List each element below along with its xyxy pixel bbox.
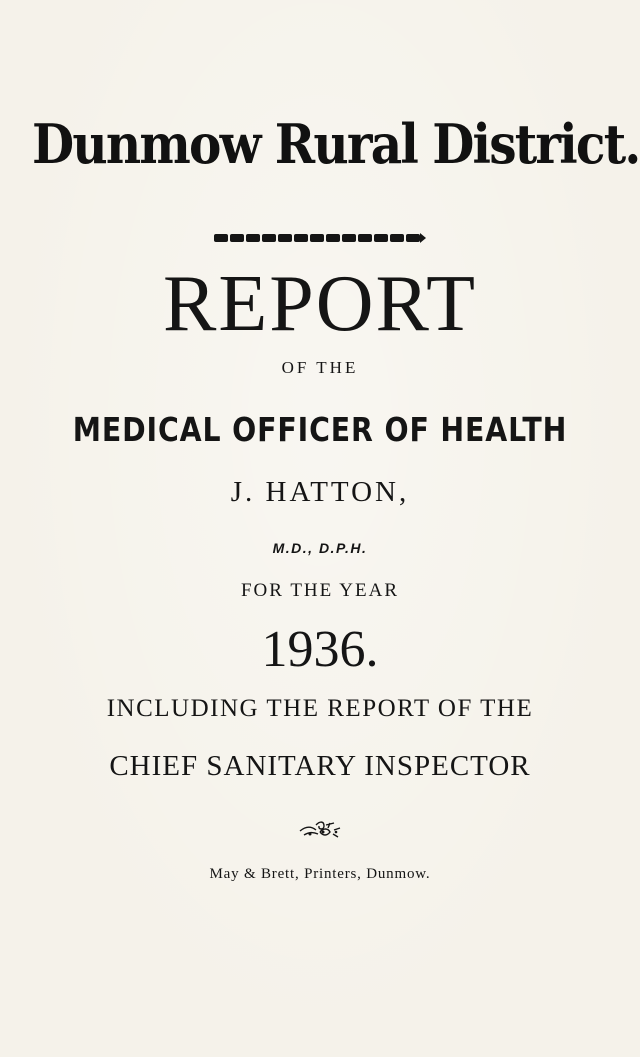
of-the-text: OF THE bbox=[281, 358, 359, 377]
including-line: INCLUDING THE REPORT OF THE bbox=[106, 695, 534, 722]
decorative-rule-icon bbox=[214, 232, 426, 244]
qualifications: M.D., D.P.H. bbox=[272, 540, 368, 556]
district-title: Dunmow Rural District. bbox=[32, 112, 640, 176]
fleuron-ornament-icon bbox=[298, 818, 342, 842]
for-the-year-text: FOR THE YEAR bbox=[240, 580, 400, 601]
report-heading: REPORT bbox=[163, 260, 477, 348]
officer-title: MEDICAL OFFICER OF HEALTH bbox=[72, 410, 568, 449]
officer-name: J. HATTON, bbox=[230, 476, 410, 508]
report-year: 1936. bbox=[261, 621, 379, 678]
inspector-line: CHIEF SANITARY INSPECTOR bbox=[109, 750, 531, 782]
printer-line: May & Brett, Printers, Dunmow. bbox=[209, 866, 431, 882]
